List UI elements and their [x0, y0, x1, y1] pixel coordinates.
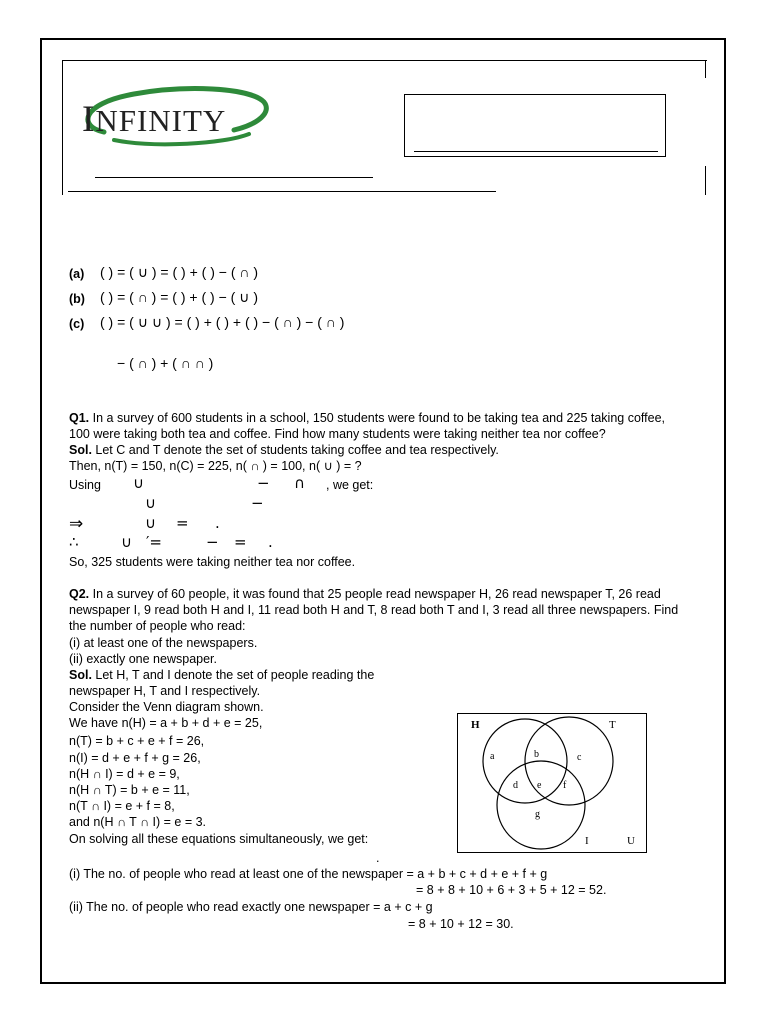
q1-sol-line2: Then, n(T) = 150, n(C) = 225, n( ∩ ) = 100, n( ∪ ) = ?	[69, 459, 362, 473]
venn-region-e: e	[537, 780, 542, 791]
formula-a-label: (a)	[69, 267, 85, 281]
formula-a: ( ) = ( ∪ ) = ( ) + ( ) − ( ∩ )	[100, 264, 258, 280]
q2-eq4: n(H ∩ I) = d + e = 9,	[69, 767, 180, 781]
logo-rest: NFINITY	[95, 103, 227, 138]
venn-label-u: U	[627, 835, 635, 847]
formula-c-label: (c)	[69, 317, 85, 331]
q2-eq5: n(H ∩ T) = b + e = 11,	[69, 783, 190, 797]
venn-universe	[458, 714, 647, 853]
q1-label: Q1.	[69, 411, 90, 425]
venn-label-i: I	[585, 835, 589, 847]
formula-b-label: (b)	[69, 292, 85, 306]
q2-ans2-values: = 8 + 10 + 12 = 30.	[408, 917, 514, 931]
q1-using-minus: −	[257, 474, 270, 492]
q1-row4-prime-equals: ′=	[146, 533, 162, 551]
q2-eq3: n(I) = d + e + f + g = 26,	[69, 751, 201, 765]
venn-region-b: b	[534, 749, 539, 760]
q1-row3-equals: =	[176, 514, 189, 532]
q2-sol-text-1: Let H, T and I denote the set of people reading the	[91, 668, 375, 682]
q1-implies: ⇒	[69, 514, 84, 534]
venn-label-t: T	[609, 719, 616, 731]
logo-initial: I	[82, 99, 96, 140]
q2-ans1: (i) The no. of people who read at least one of the newspaper = a + b + c + d + e + f + g	[69, 867, 548, 881]
q1-using-intersect: ∩	[294, 474, 305, 492]
q1-conclusion: So, 325 students were taking neither tea nor coffee.	[69, 555, 356, 569]
q1-row4-union: ∪	[121, 533, 132, 551]
q2-sol-label: Sol.	[69, 668, 92, 682]
q1-row2-union: ∪	[145, 494, 156, 512]
q2-line1	[69, 586, 661, 602]
venn-diagram	[457, 713, 647, 853]
q1-row4-equals: =	[234, 533, 247, 551]
venn-label-h: H	[471, 719, 480, 731]
q2-item1: (i) at least one of the newspapers.	[69, 636, 258, 650]
q2-eq2: n(T) = b + c + e + f = 26,	[69, 734, 205, 748]
q2-line2: newspaper I, 9 read both H and I, 11 read both H and T, 8 read both T and I, 3 read all three newspapers. Find	[69, 603, 679, 617]
blank-line-1	[95, 177, 373, 178]
q2-eq1: We have n(H) = a + b + d + e = 25,	[69, 716, 263, 730]
header-edge-bottom	[705, 166, 706, 195]
q1-row3-union: ∪	[145, 514, 156, 532]
venn-region-f: f	[563, 780, 567, 791]
q2-solving: On solving all these equations simultaneously, we get:	[69, 832, 369, 846]
formula-c: ( ) = ( ∪ ∪ ) = ( ) + ( ) + ( ) − ( ∩ ) − ( ∩ )	[100, 314, 345, 330]
q1-sol-line1	[69, 442, 499, 458]
formula-b: ( ) = ( ∩ ) = ( ) + ( ) − ( ∪ )	[100, 289, 258, 305]
q2-ans1-values: = 8 + 8 + 10 + 6 + 3 + 5 + 12 = 52.	[416, 883, 607, 897]
q1-using-union: ∪	[133, 474, 144, 492]
venn-region-d: d	[513, 780, 518, 791]
blank-line-2	[68, 191, 496, 192]
q2-line3: the number of people who read:	[69, 619, 246, 633]
name-line	[414, 151, 658, 152]
q2-dot: .	[376, 851, 380, 865]
q2-item2: (ii) exactly one newspaper.	[69, 652, 217, 666]
q2-sol-line1	[69, 667, 374, 683]
q1-we-get: , we get:	[326, 478, 374, 492]
q2-text-1: In a survey of 60 people, it was found that 25 people read newspaper H, 26 read newspaper T, 26 read	[89, 587, 661, 601]
venn-region-c: c	[577, 752, 582, 763]
q2-eq7: and n(H ∩ T ∩ I) = e = 3.	[69, 815, 207, 829]
q2-sol-line3: Consider the Venn diagram shown.	[69, 700, 264, 714]
formula-c-continued: − ( ∩ ) + ( ∩ ∩ )	[117, 355, 214, 371]
q1-using: Using	[69, 478, 101, 492]
q2-sol-line2: newspaper H, T and I respectively.	[69, 684, 261, 698]
q1-row4-dot: .	[268, 533, 273, 551]
q2-eq6: n(T ∩ I) = e + f = 8,	[69, 799, 175, 813]
venn-region-g: g	[535, 809, 540, 820]
q1-line1	[69, 410, 665, 426]
q1-line2: 100 were taking both tea and coffee. Find how many students were taking neither tea nor coffee?	[69, 427, 606, 441]
q1-therefore: ∴	[69, 533, 79, 551]
q1-text-1: In a survey of 600 students in a school, 150 students were found to be taking tea and 225 taking coffee,	[89, 411, 666, 425]
q2-ans2: (ii) The no. of people who read exactly one newspaper = a + c + g	[69, 900, 433, 914]
q1-sol-text-1: Let C and T denote the set of students taking coffee and tea respectively.	[91, 443, 499, 457]
q1-row4-minus: −	[206, 533, 219, 551]
q1-row2-minus: −	[251, 494, 264, 512]
logo-text	[82, 98, 226, 141]
header-edge-top	[705, 60, 706, 78]
q1-sol-label: Sol.	[69, 443, 92, 457]
q2-label: Q2.	[69, 587, 90, 601]
venn-region-a: a	[490, 751, 495, 762]
q1-row3-dot: .	[215, 514, 220, 532]
name-box	[404, 94, 666, 157]
